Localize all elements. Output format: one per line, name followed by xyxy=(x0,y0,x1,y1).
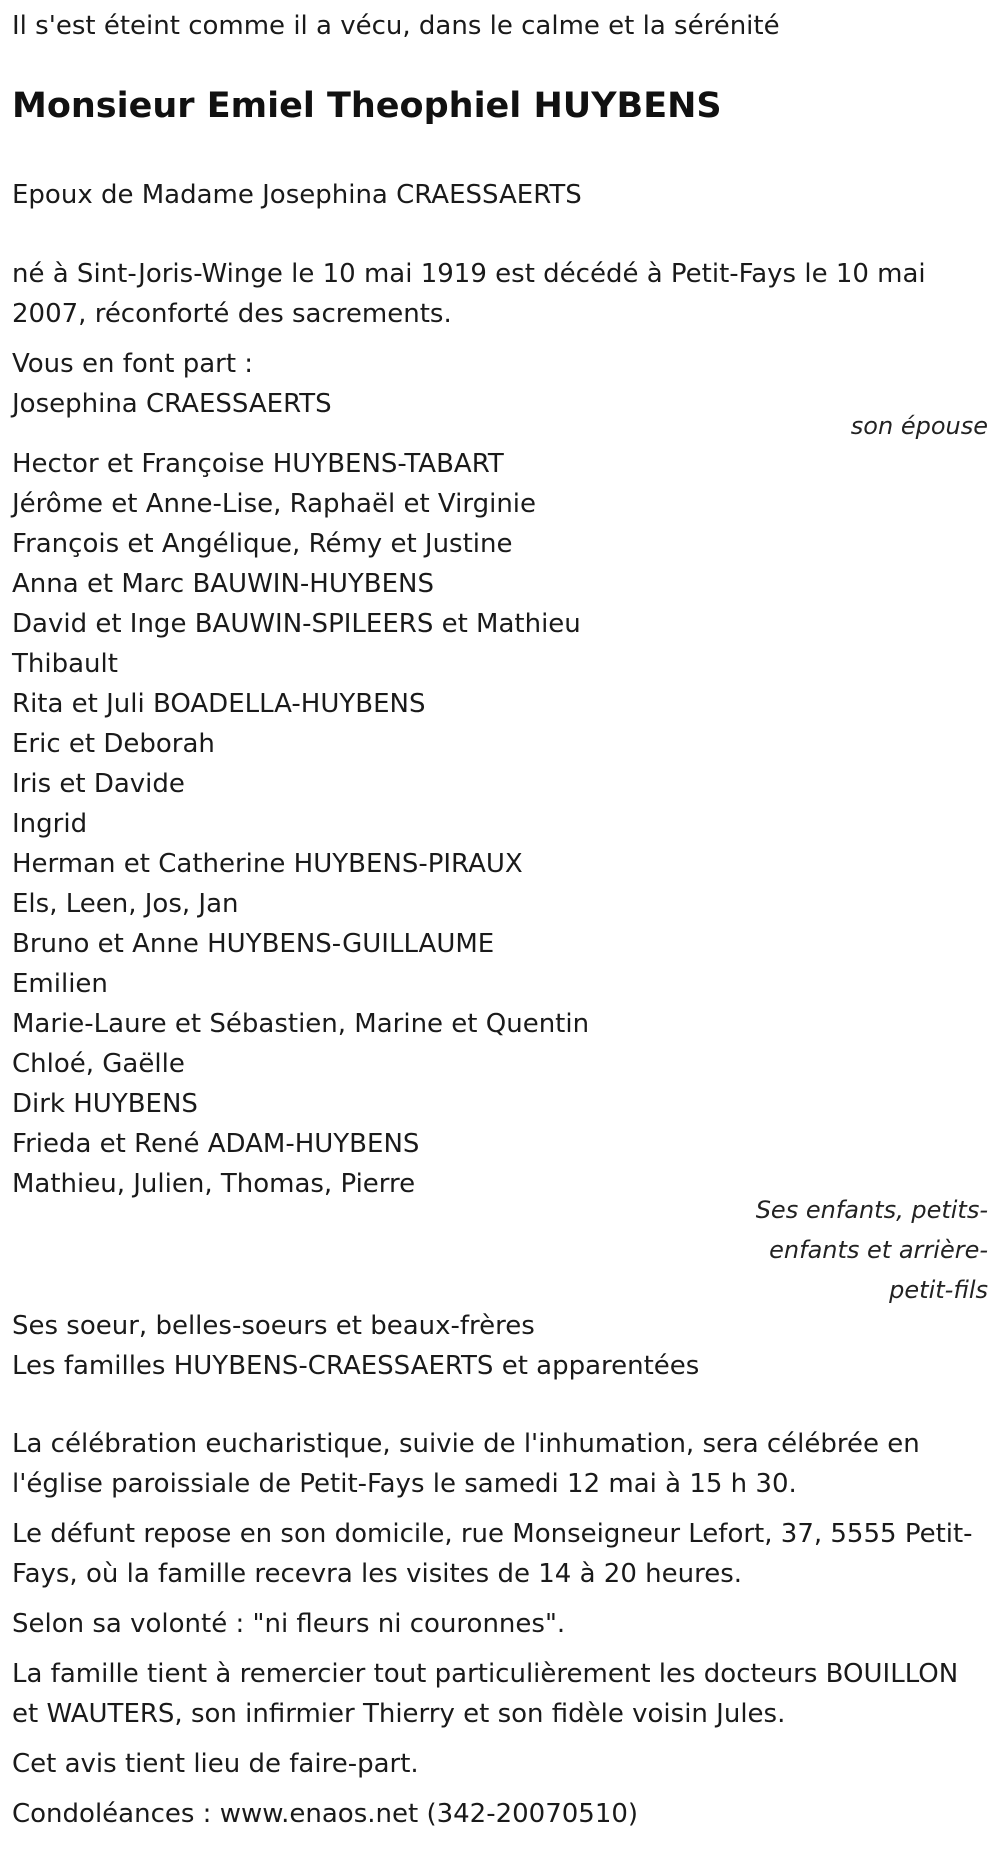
list-item: Anna et Marc BAUWIN-HUYBENS xyxy=(12,569,434,599)
list-item: Jérôme et Anne-Lise, Raphaël et Virginie xyxy=(12,489,537,519)
ceremony-paragraph: La célébration eucharistique, suivie de l'inhumation, sera célébrée en l'église paroissiale de Petit-Fays le samedi 12 mai à 15 h 30. xyxy=(12,1429,920,1499)
list-item: Ses soeur, belles-soeurs et beaux-frères xyxy=(12,1311,535,1341)
list-item: Dirk HUYBENS xyxy=(12,1089,198,1119)
children-role xyxy=(728,1190,988,1310)
thanks-paragraph: La famille tient à remercier tout particulièrement les docteurs BOUILLON et WAUTERS, son infirmier Thierry et son fidèle voisin Jules. xyxy=(12,1659,959,1729)
relatives-list xyxy=(12,1306,699,1386)
children-role-line: Ses enfants, petits- xyxy=(755,1196,988,1224)
deceased-name: Monsieur Emiel Theophiel HUYBENS xyxy=(12,86,722,126)
list-item: Chloé, Gaëlle xyxy=(12,1049,185,1079)
list-item: Mathieu, Julien, Thomas, Pierre xyxy=(12,1169,416,1199)
birth-death-text: né à Sint-Joris-Winge le 10 mai 1919 est décédé à Petit-Fays le 10 mai 2007, réconforté des sacrements. xyxy=(12,259,926,329)
rest-place-paragraph: Le défunt repose en son domicile, rue Monseigneur Lefort, 37, 5555 Petit-Fays, où la famille recevra les visites de 14 à 20 heures. xyxy=(12,1519,973,1589)
wishes-paragraph: Selon sa volonté : "ni fleurs ni couronnes". xyxy=(12,1609,566,1639)
children-list xyxy=(12,444,589,1204)
list-item: Iris et Davide xyxy=(12,769,185,799)
condolences-paragraph: Condoléances : www.enaos.net (342-20070510) xyxy=(12,1799,639,1829)
list-item: Eric et Deborah xyxy=(12,729,215,759)
list-item: Marie-Laure et Sébastien, Marine et Quentin xyxy=(12,1009,590,1039)
ceremony-details xyxy=(12,1424,988,1844)
children-role-line: petit-fils xyxy=(889,1276,988,1304)
list-item: Thibault xyxy=(12,649,118,679)
list-item: Els, Leen, Jos, Jan xyxy=(12,889,239,919)
list-item: Herman et Catherine HUYBENS-PIRAUX xyxy=(12,849,523,879)
notice-paragraph: Cet avis tient lieu de faire-part. xyxy=(12,1749,419,1779)
intro-line: Il s'est éteint comme il a vécu, dans le calme et la sérénité xyxy=(12,11,780,41)
announce-block xyxy=(12,344,332,424)
list-item: Les familles HUYBENS-CRAESSAERTS et apparentées xyxy=(12,1351,700,1381)
list-item: Hector et Françoise HUYBENS-TABART xyxy=(12,449,504,479)
list-item: Rita et Juli BOADELLA-HUYBENS xyxy=(12,689,426,719)
announce-intro: Vous en font part : xyxy=(12,349,254,379)
list-item: Emilien xyxy=(12,969,108,999)
list-item: Bruno et Anne HUYBENS-GUILLAUME xyxy=(12,929,495,959)
list-item: Ingrid xyxy=(12,809,88,839)
list-item: David et Inge BAUWIN-SPILEERS et Mathieu xyxy=(12,609,581,639)
spouse-line: Epoux de Madame Josephina CRAESSAERTS xyxy=(12,180,582,210)
children-role-line: enfants et arrière- xyxy=(769,1236,988,1264)
list-item: Frieda et René ADAM-HUYBENS xyxy=(12,1129,420,1159)
spouse-role: son épouse xyxy=(850,412,988,440)
list-item: François et Angélique, Rémy et Justine xyxy=(12,529,513,559)
announce-spouse-name: Josephina CRAESSAERTS xyxy=(12,389,332,419)
